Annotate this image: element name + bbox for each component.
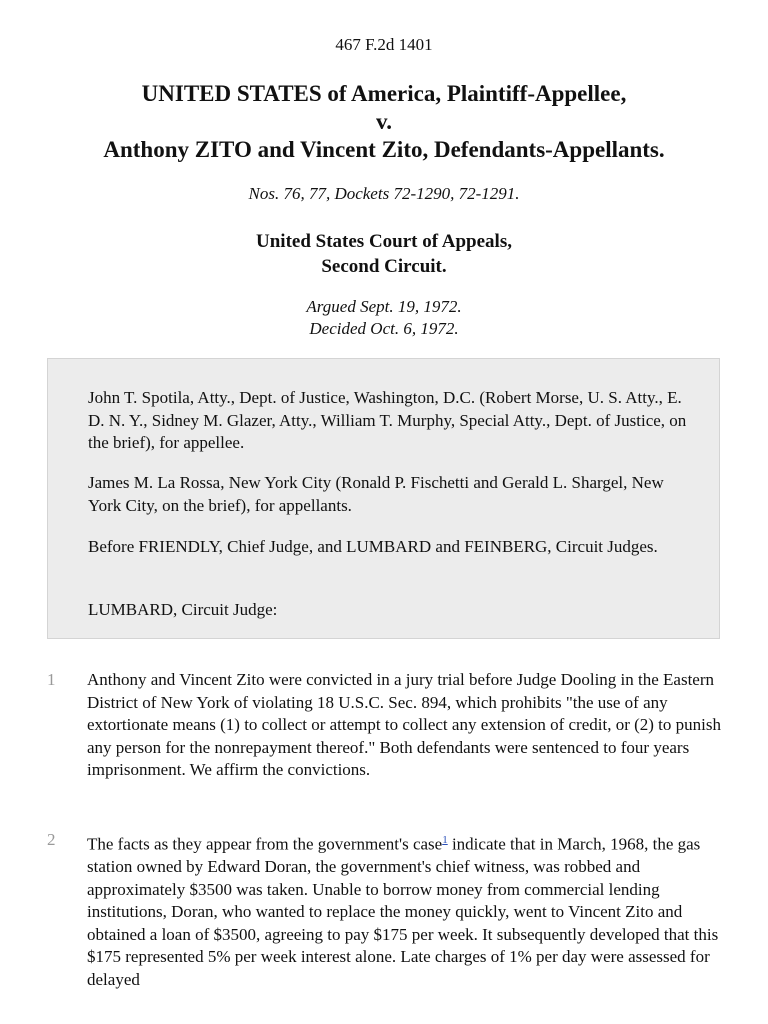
paragraph-text [87, 829, 727, 991]
footnote-link[interactable]: 1 [442, 834, 448, 846]
case-citation: 467 F.2d 1401 [335, 35, 433, 54]
court-line-2: Second Circuit. [321, 256, 447, 277]
paragraph-number: 1 [47, 670, 56, 689]
panel-judges: Before FRIENDLY, Chief Judge, and LUMBARD and FEINBERG, Circuit Judges. [88, 537, 658, 556]
docket-numbers: Nos. 76, 77, Dockets 72-1290, 72-1291. [248, 184, 520, 203]
case-title [0, 80, 768, 164]
court-line-1: United States Court of Appeals, [256, 231, 512, 252]
case-dates [0, 296, 768, 340]
decided-date: Decided Oct. 6, 1972. [309, 319, 459, 338]
title-versus: v. [376, 109, 392, 134]
paragraph-number: 2 [47, 830, 56, 849]
argued-date: Argued Sept. 19, 1972. [306, 297, 462, 316]
title-plaintiff: UNITED STATES of America, Plaintiff-Appellee, [141, 81, 627, 106]
opinion-author: LUMBARD, Circuit Judge: [88, 600, 278, 619]
appellants-counsel: James M. La Rossa, New York City (Ronald P. Fischetti and Gerald L. Shargel, New York City, on the brief), for appellants. [88, 473, 664, 515]
paragraph-text-start: The facts as they appear from the government's case [87, 834, 443, 854]
court-name [0, 229, 768, 279]
title-defendants: Anthony ZITO and Vincent Zito, Defendants-Appellants. [103, 137, 665, 162]
paragraph-text: Anthony and Vincent Zito were convicted in a jury trial before Judge Dooling in the Eastern District of New York of violating 18 U.S.C. Sec. 894, which prohibits "the use of any extortionate means (1) to collect or attempt to collect any extension of credit, or (2) to punish any person for the nonrepayment thereof." Both defendants were sentenced to four years imprisonment. We affirm the convictions. [87, 670, 721, 779]
paragraph-text-rest: indicate that in March, 1968, the gas station owned by Edward Doran, the government's chief witness, was robbed and approximately $3500 was taken. Unable to borrow money from commercial lending institutions, Doran, who wanted to replace the money quickly, went to Vincent Zito and obtained a loan of $3500, agreeing to pay $175 per week. It subsequently developed that this $175 represented 5% per week interest alone. Late charges of 1% per day were assessed for delayed [87, 834, 719, 989]
attorneys-box [47, 358, 720, 639]
appellee-counsel: John T. Spotila, Atty., Dept. of Justice, Washington, D.C. (Robert Morse, U. S. Atty., E. D. N. Y., Sidney M. Glazer, Atty., William T. Murphy, Special Atty., Dept. of Justice, on the brief), for appellee. [88, 388, 687, 452]
